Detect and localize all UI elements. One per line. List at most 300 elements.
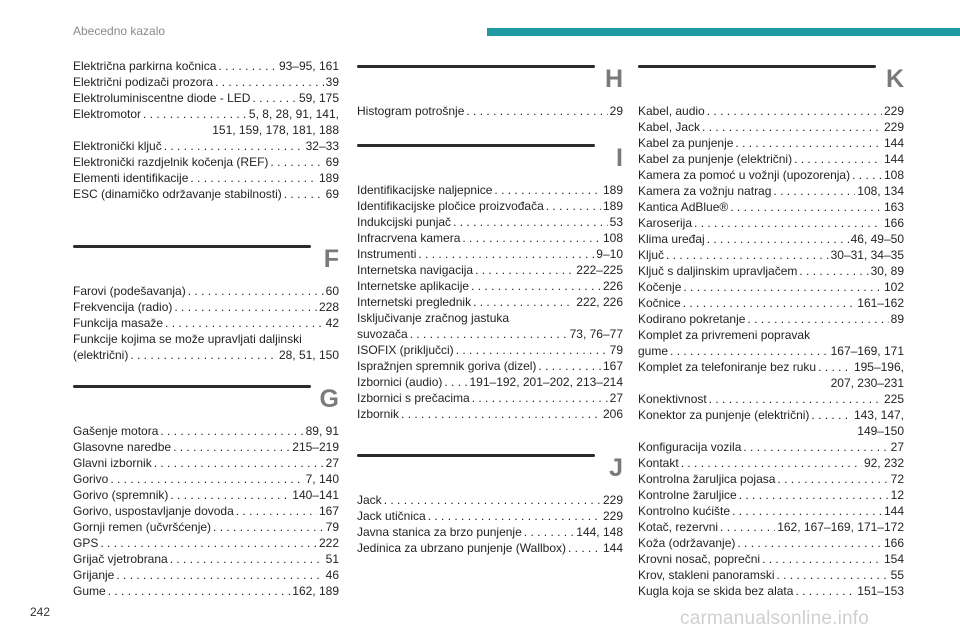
running-header-title: Abecedno kazalo (73, 24, 166, 38)
page-refs: 102 (883, 280, 904, 294)
entry-term: Kabel, Jack (638, 120, 701, 134)
index-entry (357, 326, 623, 342)
entry-term: Elektromotor (73, 107, 142, 121)
page-refs: 72 (890, 472, 904, 486)
dot-leader (473, 294, 574, 310)
section-letter: J (609, 454, 623, 482)
index-entry (638, 583, 904, 599)
entry-term: Instrumenti (357, 247, 417, 261)
entry-term: Gorivo (73, 472, 109, 486)
section-rule (357, 144, 595, 147)
entry-term: Kotač, rezervni (638, 520, 719, 534)
dot-leader (270, 154, 323, 170)
dot-leader (164, 138, 304, 154)
dot-leader (735, 135, 882, 151)
page-refs: 30–31, 34–35 (830, 248, 904, 262)
page-refs: 151, 159, 178, 181, 188 (212, 123, 339, 137)
dot-leader (173, 439, 290, 455)
index-entry (638, 407, 904, 423)
entry-term: Internetske aplikacije (357, 279, 470, 293)
page-refs: 27 (609, 391, 623, 405)
dot-leader (160, 423, 303, 439)
index-entry (638, 167, 904, 183)
page-refs: 53 (609, 215, 623, 229)
dot-leader (683, 295, 856, 311)
dot-leader (732, 503, 882, 519)
entry-term: Jack (357, 493, 382, 507)
index-entry (638, 551, 904, 567)
dot-leader (466, 103, 607, 119)
dot-leader (811, 407, 852, 423)
page-refs: 151–153 (857, 584, 904, 598)
entry-term: Elektronički ključ (73, 139, 162, 153)
dot-leader (743, 439, 888, 455)
entry-term: Grijač vjetrobrana (73, 552, 168, 566)
entry-term: Identifikacijske pločice proizvođača (357, 199, 544, 213)
index-entry (73, 58, 339, 74)
entry-term: ISOFIX (priključci) (357, 343, 454, 357)
entry-term: Kabel za punjenje (638, 136, 734, 150)
index-entry (73, 455, 339, 471)
page-refs: 229 (883, 120, 904, 134)
entry-term: Glasovne naredbe (73, 440, 172, 454)
page-refs: 93–95, 161 (278, 59, 339, 73)
dot-leader (284, 186, 324, 202)
section-header (73, 243, 339, 283)
index-entry (638, 263, 904, 279)
entry-term: Kontakt (638, 456, 679, 470)
entry-term: Izbornici (audio) (357, 375, 443, 389)
index-entry (638, 359, 904, 375)
dot-leader (538, 358, 601, 374)
page-refs: 55 (890, 568, 904, 582)
index-entry (357, 103, 623, 119)
index-entry (357, 406, 623, 422)
entry-term: gume (638, 344, 669, 358)
dot-leader (252, 90, 297, 106)
index-entry (638, 535, 904, 551)
index-entry (638, 215, 904, 231)
index-entry (638, 343, 904, 359)
index-entry (73, 315, 339, 331)
section-i (357, 142, 623, 422)
page-refs: 39 (325, 75, 339, 89)
section-header (638, 63, 904, 103)
dot-leader (852, 167, 882, 183)
page-refs: 166 (883, 536, 904, 550)
dot-leader (702, 119, 882, 135)
section-letter: F (323, 245, 339, 273)
dot-leader (410, 326, 568, 342)
index-entry (357, 182, 623, 198)
dot-leader (739, 487, 889, 503)
index-entry (638, 391, 904, 407)
entry-term: Gorivo (spremnik) (73, 488, 169, 502)
dot-leader (568, 540, 601, 556)
page-refs: 162, 189 (292, 584, 339, 598)
entry-term: Konektivnost (638, 392, 707, 406)
index-entry (638, 487, 904, 503)
index-entry (638, 279, 904, 295)
index-entry (638, 295, 904, 311)
dot-leader (170, 487, 290, 503)
entry-term: Kontrolna žaruljica pojasa (638, 472, 776, 486)
dot-leader (694, 215, 882, 231)
page-refs: 191–192, 201–202, 213–214 (469, 375, 623, 389)
watermark: carmanualsonline.info (680, 608, 870, 629)
page-refs: 51 (325, 552, 339, 566)
entry-term: Infracrvena kamera (357, 231, 461, 245)
entry-term: Indukcijski punjač (357, 215, 452, 229)
page-refs: 144 (602, 541, 623, 555)
index-entry (357, 262, 623, 278)
dot-leader (215, 74, 324, 90)
page-refs: 27 (325, 456, 339, 470)
index-entry (73, 551, 339, 567)
dot-leader (709, 391, 882, 407)
dot-leader (747, 311, 888, 327)
dot-leader (666, 247, 829, 263)
entry-term: Internetski preglednik (357, 295, 472, 309)
entry-term: Konektor za punjenje (električni) (638, 408, 810, 422)
page-refs: 89 (890, 312, 904, 326)
page-refs: 144 (883, 504, 904, 518)
entry-term: Kočenje (638, 280, 682, 294)
dot-leader (100, 535, 317, 551)
page-refs: 167 (318, 504, 339, 518)
index-entry-continuation (638, 375, 904, 391)
dot-leader (218, 58, 277, 74)
index-entry-continuation (73, 122, 339, 138)
dot-leader (681, 455, 862, 471)
entry-term: Kontrolno kućište (638, 504, 731, 518)
page-refs: 144 (883, 136, 904, 150)
index-entry (638, 247, 904, 263)
index-entry (357, 214, 623, 230)
page-refs: 144 (883, 152, 904, 166)
dot-leader (707, 103, 882, 119)
entry-term: Kabel za punjenje (električni) (638, 152, 793, 166)
section-rule (357, 65, 595, 68)
entry-term: Internetska navigacija (357, 263, 474, 277)
index-entry (73, 106, 339, 122)
dot-leader (730, 199, 882, 215)
dot-leader (143, 106, 247, 122)
page-refs: 206 (602, 407, 623, 421)
entry-term: Kodirano pokretanje (638, 312, 746, 326)
index-entry (73, 503, 339, 519)
entry-term: Gašenje motora (73, 424, 159, 438)
entry-term: Gorivo, uspostavljanje dovoda (73, 504, 234, 518)
index-entry-heading: Komplet za privremeni popravak (638, 328, 811, 342)
entry-term: Elementi identifikacije (73, 171, 189, 185)
dot-leader (794, 151, 882, 167)
index-entry (73, 583, 339, 599)
entry-term: Ispražnjen spremnik goriva (dizel) (357, 359, 537, 373)
entry-term: Ključ (638, 248, 665, 262)
section-rule (73, 245, 311, 248)
dot-leader (762, 551, 882, 567)
section-h (357, 63, 623, 119)
index-entry (73, 170, 339, 186)
section-header (357, 142, 623, 182)
index-entry (638, 103, 904, 119)
dot-leader (188, 283, 324, 299)
section-header (357, 452, 623, 492)
index-entry (638, 519, 904, 535)
page-refs: 30, 89 (870, 264, 904, 278)
dot-leader (546, 198, 601, 214)
page-refs: 27 (890, 440, 904, 454)
dot-leader (707, 231, 849, 247)
index-entry (73, 347, 339, 363)
index-entry (638, 183, 904, 199)
index-entry (638, 439, 904, 455)
dot-leader (236, 503, 317, 519)
entry-term: Komplet za telefoniranje bez ruku (638, 360, 817, 374)
page-refs: 9–10 (596, 247, 623, 261)
index-entry (638, 135, 904, 151)
page-refs: 73, 76–77 (569, 327, 623, 341)
page-refs: 143, 147, (853, 408, 904, 422)
page-refs: 108, 134 (857, 184, 904, 198)
dot-leader (737, 535, 882, 551)
entries-e-continued (73, 58, 339, 202)
index-entry (73, 90, 339, 106)
index-entry (357, 540, 623, 556)
page-refs: 228 (318, 300, 339, 314)
index-entry (357, 508, 623, 524)
section-letter: I (616, 144, 623, 172)
index-entry (638, 455, 904, 471)
page-refs: 89, 91 (305, 424, 339, 438)
entry-term: Konfiguracija vozila (638, 440, 742, 454)
section-f (73, 243, 339, 363)
page-refs: 229 (883, 104, 904, 118)
dot-leader (472, 390, 608, 406)
entry-term: Krovni nosač, poprečni (638, 552, 761, 566)
page-refs: 12 (890, 488, 904, 502)
section-rule (357, 454, 595, 457)
page-refs: 161–162 (857, 296, 904, 310)
page-refs: 149–150 (857, 424, 904, 438)
entry-term: Kočnice (638, 296, 681, 310)
dot-leader (170, 551, 324, 567)
entry-term: Jack utičnica (357, 509, 426, 523)
page-refs: 222 (318, 536, 339, 550)
page-refs: 46, 49–50 (850, 232, 904, 246)
page-refs: 229 (602, 509, 623, 523)
page-refs: 5, 8, 28, 91, 141, (248, 107, 339, 121)
page-refs: 167 (602, 359, 623, 373)
entry-term: Kabel, audio (638, 104, 705, 118)
entry-term: Gornji remen (učvršćenje) (73, 520, 212, 534)
index-entry (73, 439, 339, 455)
page-refs: 46 (325, 568, 339, 582)
entry-term: Izbornici s prečacima (357, 391, 470, 405)
dot-leader (453, 214, 608, 230)
entry-term: Jedinica za ubrzano punjenje (Wallbox) (357, 541, 567, 555)
entry-term: Identifikacijske naljepnice (357, 183, 493, 197)
entry-term: Gume (73, 584, 106, 598)
index-entry (73, 283, 339, 299)
index-entry (638, 503, 904, 519)
section-g (73, 383, 339, 599)
entry-term: Električni podizači prozora (73, 75, 214, 89)
entry-term: Javna stanica za brzo punjenje (357, 525, 522, 539)
index-entry (357, 492, 623, 508)
page-refs: 222, 226 (576, 295, 623, 309)
index-entry-heading: Isključivanje zračnog jastuka (357, 311, 510, 325)
page-refs: 154 (883, 552, 904, 566)
page-refs: 59, 175 (298, 91, 339, 105)
entry-term: Glavni izbornik (73, 456, 152, 470)
dot-leader (190, 170, 317, 186)
dot-leader (818, 359, 852, 375)
page-refs: 189 (602, 183, 623, 197)
dot-leader (110, 471, 303, 487)
index-entry (638, 199, 904, 215)
entry-term: Koža (održavanje) (638, 536, 736, 550)
page-refs: 32–33 (305, 139, 339, 153)
dot-leader (777, 471, 888, 487)
entry-term: Karoserija (638, 216, 693, 230)
index-entry (73, 519, 339, 535)
page-number: 242 (30, 605, 51, 619)
index-entry-continuation (638, 423, 904, 439)
index-entry (73, 138, 339, 154)
section-rule (73, 385, 311, 388)
section-rule (638, 65, 876, 68)
index-entry (357, 524, 623, 540)
entry-term: Izbornik (357, 407, 400, 421)
index-entry (357, 198, 623, 214)
page-refs: 215–219 (292, 440, 339, 454)
entry-term: Grijanje (73, 568, 115, 582)
index-entry (357, 230, 623, 246)
entry-term: suvozača (357, 327, 408, 341)
entry-term: Kamera za pomoć u vožnji (upozorenja) (638, 168, 851, 182)
page-refs: 225 (883, 392, 904, 406)
dot-leader (384, 492, 601, 508)
page-refs: 189 (318, 171, 339, 185)
entry-term: ESC (dinamičko održavanje stabilnosti) (73, 187, 282, 201)
dot-leader (154, 455, 324, 471)
dot-leader (428, 508, 601, 524)
dot-leader (799, 263, 868, 279)
entry-term: Kamera za vožnju natrag (638, 184, 772, 198)
index-entry (638, 119, 904, 135)
index-entry (638, 567, 904, 583)
page-refs: 162, 167–169, 171–172 (777, 520, 904, 534)
entry-term: (električni) (73, 348, 129, 362)
dot-leader (524, 524, 575, 540)
entry-term: Frekvencija (radio) (73, 300, 173, 314)
entry-term: Elektroluminiscentne diode - LED (73, 91, 251, 105)
dot-leader (401, 406, 601, 422)
page-refs: 167–169, 171 (830, 344, 904, 358)
page-refs: 226 (602, 279, 623, 293)
page-refs: 60 (325, 284, 339, 298)
index-entry (73, 74, 339, 90)
page-refs: 207, 230–231 (830, 376, 904, 390)
dot-leader (720, 519, 775, 535)
dot-leader (108, 583, 291, 599)
dot-leader (116, 567, 323, 583)
index-entry (73, 535, 339, 551)
index-entry (638, 231, 904, 247)
page-refs: 79 (609, 343, 623, 357)
entry-term: Električna parkirna kočnica (73, 59, 217, 73)
page-refs: 163 (883, 200, 904, 214)
dot-leader (471, 278, 601, 294)
index-entry (73, 487, 339, 503)
page-refs: 7, 140 (305, 472, 339, 486)
index-entry (357, 246, 623, 262)
index-entry (357, 374, 623, 390)
entry-term: Kugla koja se skida bez alata (638, 584, 794, 598)
index-entry (73, 423, 339, 439)
index-entry (357, 278, 623, 294)
entry-term: Ključ s daljinskim upravljačem (638, 264, 798, 278)
index-entry (357, 342, 623, 358)
dot-leader (444, 374, 467, 390)
dot-leader (795, 583, 855, 599)
index-entry (357, 358, 623, 374)
page-refs: 189 (602, 199, 623, 213)
dot-leader (174, 299, 317, 315)
section-j (357, 452, 623, 556)
dot-leader (462, 230, 601, 246)
page-refs: 140–141 (292, 488, 339, 502)
entry-term: Elektronički razdjelnik kočenja (REF) (73, 155, 269, 169)
page-refs: 69 (325, 187, 339, 201)
dot-leader (475, 262, 574, 278)
dot-leader (418, 246, 594, 262)
entry-term: GPS (73, 536, 99, 550)
page-refs: 108 (602, 231, 623, 245)
header-accent-bar (487, 28, 960, 36)
entry-term: Klima uređaj (638, 232, 705, 246)
section-k (638, 63, 904, 599)
page-refs: 79 (325, 520, 339, 534)
entry-term: Histogram potrošnje (357, 104, 465, 118)
index-entry (357, 390, 623, 406)
page-refs: 222–225 (576, 263, 623, 277)
page-refs: 144, 148 (576, 525, 623, 539)
index-entry (73, 567, 339, 583)
dot-leader (494, 182, 601, 198)
index-entry (73, 154, 339, 170)
dot-leader (130, 347, 277, 363)
dot-leader (773, 183, 855, 199)
page-refs: 229 (602, 493, 623, 507)
index-entry (638, 471, 904, 487)
page-refs: 69 (325, 155, 339, 169)
index-entry (73, 186, 339, 202)
dot-leader (683, 279, 882, 295)
section-header (357, 63, 623, 103)
section-header (73, 383, 339, 423)
page-refs: 29 (609, 104, 623, 118)
page-refs: 92, 232 (863, 456, 904, 470)
dot-leader (777, 567, 889, 583)
index-entry (638, 151, 904, 167)
section-letter: H (604, 65, 623, 93)
page-refs: 195–196, (853, 360, 904, 374)
index-entry (73, 471, 339, 487)
page-refs: 166 (883, 216, 904, 230)
